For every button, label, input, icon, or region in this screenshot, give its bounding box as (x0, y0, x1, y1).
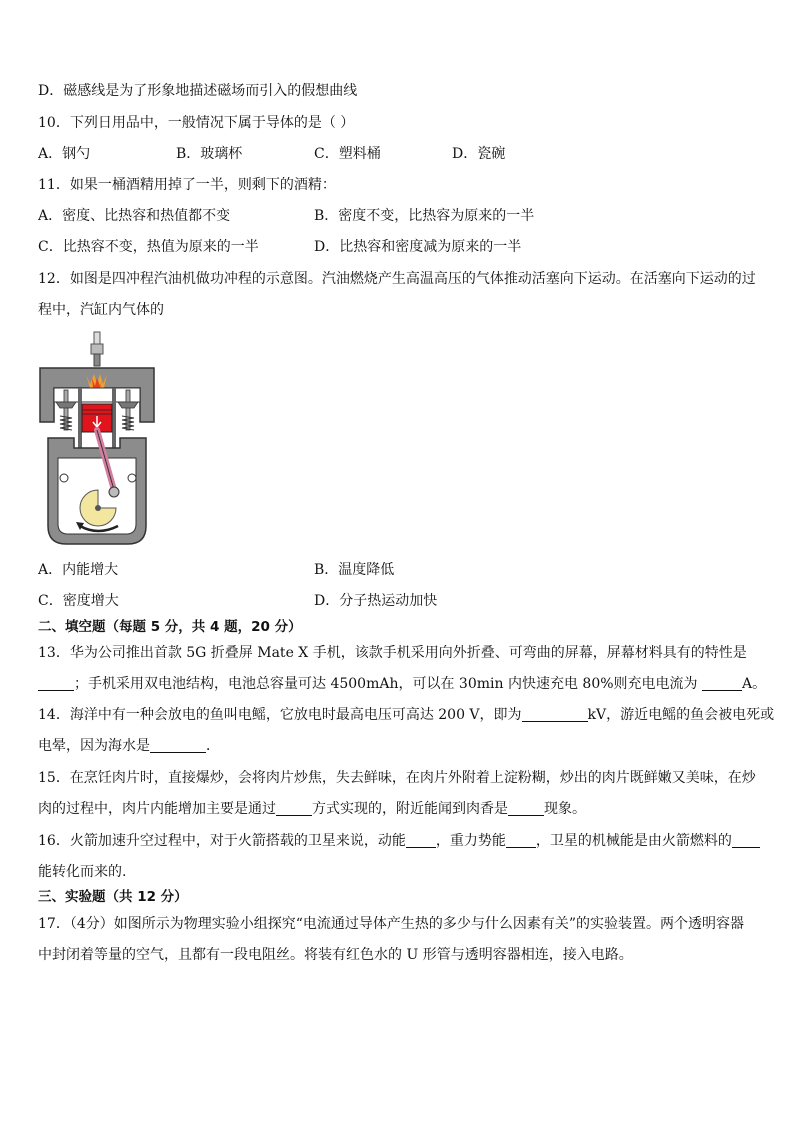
q17-line1: 17．（4分）如图所示为物理实验小组探究“电流通过导体产生热的多少与什么因素有关”的实验装置。两个透明容器 (38, 916, 745, 932)
q9-option-d: D．磁感线是为了形象地描述磁场而引入的假想曲线 (38, 83, 358, 99)
q10-option-d: D．瓷碗 (452, 146, 506, 162)
q12-option-b: B．温度降低 (314, 562, 395, 578)
q16-line1: 16．火箭加速升空过程中，对于火箭搭载的卫星来说，动能 ，重力势能 ，卫星的机械能是由火箭燃料的 (38, 832, 760, 850)
q14-line2: 电晕，因为海水是 ． (38, 738, 220, 754)
q16-blank-2[interactable] (506, 833, 536, 848)
q12-option-a: A．内能增大 (38, 562, 119, 578)
q12-stem-line1: 12．如图是四冲程汽油机做功冲程的示意图。汽油燃烧产生高温高压的气体推动活塞向下运动。在活塞向下运动的过 (38, 271, 756, 287)
q10-option-a: A．钢勺 (38, 146, 91, 162)
q15-line1: 15．在烹饪肉片时，直接爆炒，会将肉片炒焦，失去鲜味，在肉片外附着上淀粉糊，炒出的肉片既鲜嫩又美味，在炒 (38, 770, 756, 786)
section-2-title: 二、填空题（每题 5 分，共 4 题，20 分） (38, 619, 302, 635)
q15-blank-2[interactable] (508, 801, 544, 816)
q13-line2: ；手机采用双电池结构，电池总容量可达 4500mAh，可以在 30min 内快速充电 80%则充电电流为 A。 (38, 675, 766, 693)
q13-blank-1[interactable] (38, 676, 74, 691)
q14-line1: 14．海洋中有一种会放电的鱼叫电鳐，它放电时最高电压可高达 200 V，即为 kV，游近电鳐的鱼会被电死或 (38, 707, 775, 723)
q10-option-b: B．玻璃杯 (176, 146, 243, 162)
q17-line2: 中封闭着等量的空气，且都有一段电阻丝。将装有红色水的 U 形管与透明容器相连，接入电路。 (38, 947, 633, 963)
q13-line1: 13．华为公司推出首款 5G 折叠屏 Mate X 手机，该款手机采用向外折叠、可弯曲的屏幕，屏幕材料具有的特性是 (38, 645, 747, 661)
q15-blank-1[interactable] (276, 801, 312, 816)
q16-blank-1[interactable] (406, 833, 436, 848)
section-3-title: 三、实验题（共 12 分） (38, 889, 188, 905)
q10-option-c: C．塑料桶 (314, 146, 381, 162)
q12-option-c: C．密度增大 (38, 593, 119, 609)
q11-option-b: B．密度不变，比热容为原来的一半 (314, 208, 535, 224)
q12-stem-line2: 程中，汽缸内气体的 (38, 302, 164, 318)
q11-stem: 11．如果一桶酒精用掉了一半，则剩下的酒精： (38, 177, 336, 193)
q16-blank-3[interactable] (732, 833, 760, 848)
q15-line2: 肉的过程中，肉片内能增加主要是通过 方式实现的，附近能闻到肉香是 现象。 (38, 801, 586, 817)
q12-option-d: D．分子热运动加快 (314, 593, 438, 609)
q14-blank-2[interactable] (150, 738, 206, 753)
q11-option-a: A．密度、比热容和热值都不变 (38, 208, 231, 224)
q14-blank-1[interactable] (522, 707, 588, 722)
q11-option-c: C．比热容不变，热值为原来的一半 (38, 239, 259, 255)
q11-option-d: D．比热容和密度减为原来的一半 (314, 239, 522, 255)
engine-power-stroke-diagram (36, 330, 158, 548)
q13-blank-2[interactable] (702, 676, 742, 691)
q16-line2: 能转化而来的. (38, 864, 127, 880)
q10-stem: 10．下列日用品中，一般情况下属于导体的是（ ） (38, 115, 355, 131)
